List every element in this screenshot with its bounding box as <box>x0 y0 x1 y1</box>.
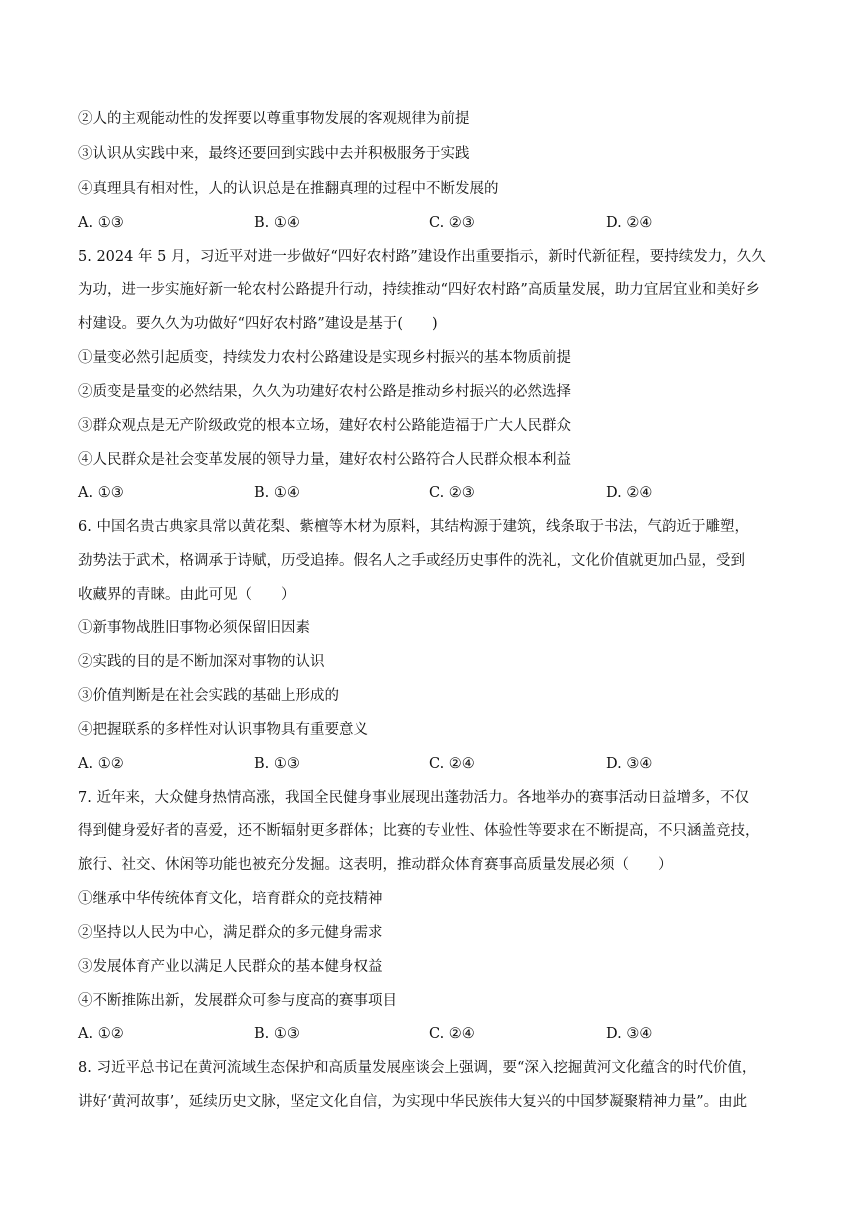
q7-option-2: ②坚持以人民为中心，满足群众的多元健身需求 <box>78 925 383 941</box>
q4-answer-choices <box>78 212 793 234</box>
q5-option-3: ③群众观点是无产阶级政党的根本立场，建好农村公路能造福于广大人民群众 <box>78 418 571 434</box>
q5-stem-line-1: 5. 2024 年 5 月，习近平对进一步做好“四好农村路”建设作出重要指示，新时代新征程，要持续发力，久久 <box>78 249 766 265</box>
q4-choice-a: A. ①③ <box>78 215 124 231</box>
q5-choice-b: B. ①④ <box>254 485 300 501</box>
q5-stem-line-3: 村建设。要久久为功做好“四好农村路”建设是基于( ) <box>78 316 438 332</box>
q4-choice-c: C. ②③ <box>429 215 475 231</box>
q5-choice-c: C. ②③ <box>429 485 475 501</box>
q7-option-1: ①继承中华传统体育文化，培育群众的竞技精神 <box>78 891 383 907</box>
q5-choice-d: D. ②④ <box>606 485 653 501</box>
q6-choice-b: B. ①③ <box>254 756 300 772</box>
q4-option-2: ②人的主观能动性的发挥要以尊重事物发展的客观规律为前提 <box>78 111 470 127</box>
q6-choice-c: C. ②④ <box>429 756 475 772</box>
q6-stem-line-1: 6. 中国名贵古典家具常以黄花梨、紫檀等木材为原料，其结构源于建筑，线条取于书法，气韵近于雕塑， <box>78 519 749 535</box>
q7-option-4: ④不断推陈出新，发展群众可参与度高的赛事项目 <box>78 993 397 1009</box>
q5-option-4: ④人民群众是社会变革发展的领导力量，建好农村公路符合人民群众根本利益 <box>78 452 571 468</box>
q6-stem-line-2: 劲势法于武术，格调承于诗赋，历受追捧。假名人之手或经历史事件的洗礼，文化价值就更加凸显，受到 <box>78 553 745 569</box>
q7-stem-line-3: 旅行、社交、休闲等功能也被充分发掘。这表明，推动群众体育赛事高质量发展必须（ ） <box>78 857 673 873</box>
q4-option-3: ③认识从实践中来，最终还要回到实践中去并积极服务于实践 <box>78 146 470 162</box>
q6-option-1: ①新事物战胜旧事物必须保留旧因素 <box>78 620 310 636</box>
q6-choice-a: A. ①② <box>78 756 124 772</box>
q7-choice-b: B. ①③ <box>254 1026 300 1042</box>
q5-answer-choices <box>78 482 793 504</box>
q5-option-1: ①量变必然引起质变，持续发力农村公路建设是实现乡村振兴的基本物质前提 <box>78 350 571 366</box>
q6-option-3: ③价值判断是在社会实践的基础上形成的 <box>78 688 339 704</box>
q6-choice-d: D. ③④ <box>606 756 653 772</box>
q5-stem-line-2: 为功，进一步实施好新一轮农村公路提升行动，持续推动“四好农村路”高质量发展，助力宜居宜业和美好乡 <box>78 282 760 298</box>
q7-choice-c: C. ②④ <box>429 1026 475 1042</box>
q6-stem-line-3: 收藏界的青睐。由此可见（ ） <box>78 587 296 603</box>
q4-choice-b: B. ①④ <box>254 215 300 231</box>
q5-option-2: ②质变是量变的必然结果，久久为功建好农村公路是推动乡村振兴的必然选择 <box>78 384 571 400</box>
q7-choice-d: D. ③④ <box>606 1026 653 1042</box>
q7-stem-line-1: 7. 近年来，大众健身热情高涨，我国全民健身事业展现出蓬勃活力。各地举办的赛事活动日益增多，不仅 <box>78 790 749 806</box>
q6-answer-choices <box>78 753 793 775</box>
q5-choice-a: A. ①③ <box>78 485 124 501</box>
q4-choice-d: D. ②④ <box>606 215 653 231</box>
q7-stem-line-2: 得到健身爱好者的喜爱，还不断辐射更多群体；比赛的专业性、体验性等要求在不断提高，不只涵盖竞技， <box>78 823 760 839</box>
q8-stem-line-1: 8. 习近平总书记在黄河流域生态保护和高质量发展座谈会上强调，要“深入挖掘黄河文化蕴含的时代价值， <box>78 1060 757 1076</box>
q8-stem-line-2: 讲好‘黄河故事’，延续历史文脉，坚定文化自信，为实现中华民族伟大复兴的中国梦凝聚精神力量”。由此 <box>78 1094 748 1110</box>
q6-option-2: ②实践的目的是不断加深对事物的认识 <box>78 654 325 670</box>
q7-option-3: ③发展体育产业以满足人民群众的基本健身权益 <box>78 959 383 975</box>
q7-choice-a: A. ①② <box>78 1026 124 1042</box>
q4-option-4: ④真理具有相对性，人的认识总是在推翻真理的过程中不断发展的 <box>78 181 499 197</box>
q7-answer-choices <box>78 1023 793 1045</box>
q6-option-4: ④把握联系的多样性对认识事物具有重要意义 <box>78 722 368 738</box>
